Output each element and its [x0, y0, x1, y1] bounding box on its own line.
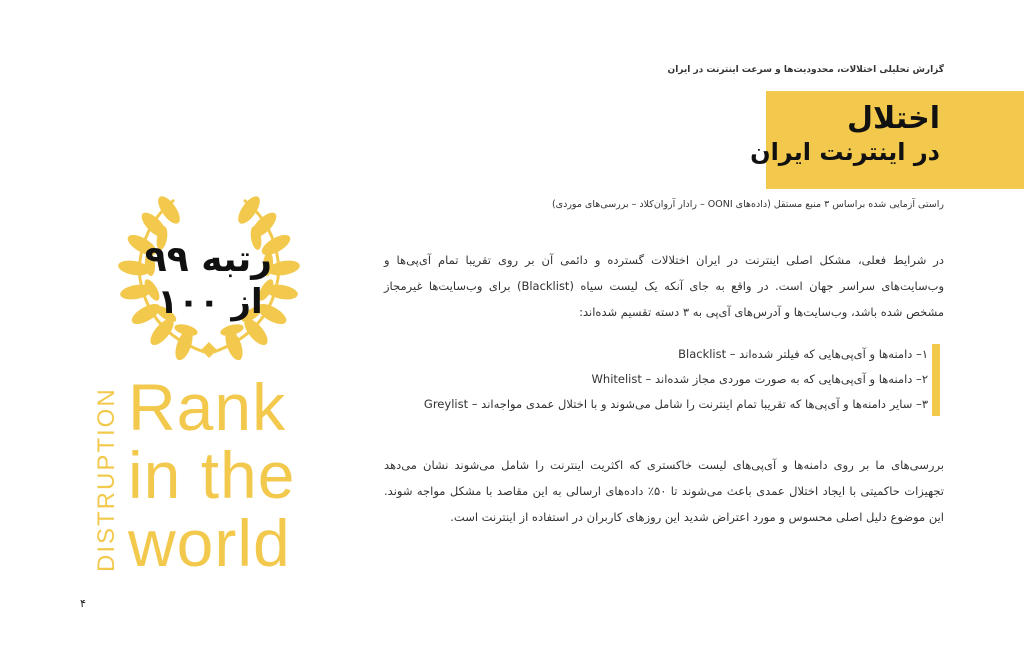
report-header-note: گزارش تحلیلی اختلالات، محدودیت‌ها و سرعت اینترنت در ایران: [667, 65, 944, 75]
list-item: ۱– دامنه‌ها و آی‌پی‌هایی که فیلتر شده‌اند – Blacklist: [678, 347, 928, 361]
category-list: [368, 342, 928, 417]
rank-badge: [144, 238, 272, 322]
vertical-caption: DISTRUPTION: [93, 387, 120, 572]
list-item: ۳– سایر دامنه‌ها و آی‌پی‌ها که تقریبا تمام اینترنت را شامل می‌شوند و با اختلال عمدی مواجه‌اند – Greylist: [423, 397, 928, 411]
intro-paragraph: در شرایط فعلی، مشکل اصلی اینترنت در ایران اختلالات گسترده و دائمی آن بر روی تقریبا تمام آی‌پی‌ها و وب‌سایت‌های سراسر جهان است. در واقع به جای آنکه یک لیست سیاه (Blacklist) برای وب‌سایت‌ها غیرمجاز مشخص شده باشد، وب‌سایت‌ها و آدرس‌های آی‌پی به ۳ دسته تقسیم شده‌اند:: [384, 253, 944, 319]
big-word-world: world: [128, 506, 291, 580]
page-title: اختلال: [847, 101, 940, 136]
big-word-in-the: in the: [128, 438, 296, 512]
list-item: ۲– دامنه‌ها و آی‌پی‌هایی که به صورت موردی مجاز شده‌اند – Whitelist: [591, 372, 928, 386]
title-box: [750, 91, 1024, 189]
rank-total: از ۱۰۰: [157, 282, 263, 322]
subtitle: راستی آزمایی شده براساس ۳ منبع مستقل (داده‌های OONI – رادار آروان‌کلاد – بررسی‌های موردی): [551, 199, 944, 210]
page-number: ۴: [80, 597, 86, 610]
list-accent-bar: [932, 344, 940, 416]
page-title-sub: در اینترنت ایران: [750, 138, 940, 166]
big-word-rank: Rank: [128, 370, 287, 444]
rank-value: رتبه ۹۹: [144, 239, 272, 280]
findings-paragraph: بررسی‌های ما بر روی دامنه‌ها و آی‌پی‌های لیست خاکستری که اکثریت اینترنت را شامل می‌شوند نشان می‌دهد تجهیزات حاکمیتی با ایجاد اختلال عمدی باعث می‌شوند تا ۵۰٪ داده‌های ارسالی به این مقاصد با مشکل مواجه شوند. این موضوع دلیل اصلی محسوس و مورد اعتراض شدید این روزهای کاربران در استفاده از اینترنت است.: [384, 458, 945, 524]
